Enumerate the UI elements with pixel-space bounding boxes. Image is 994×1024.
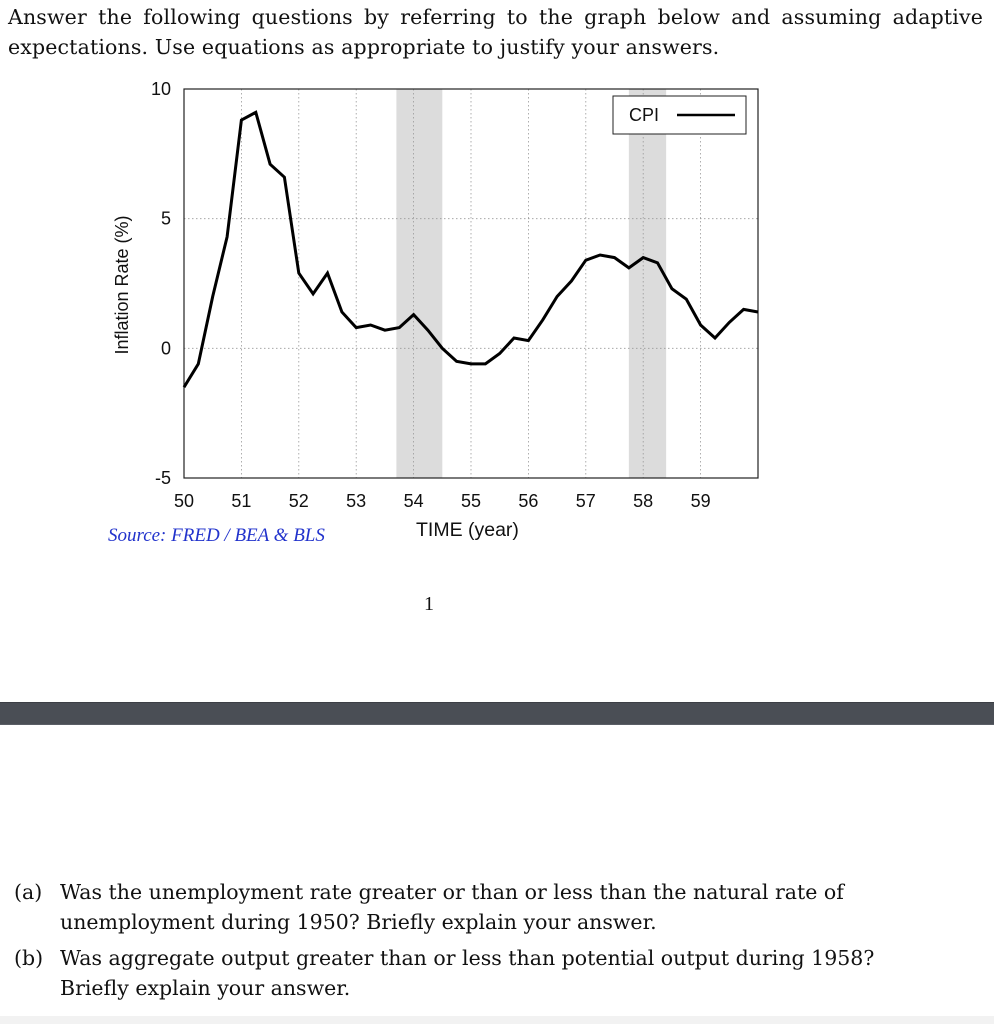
- question-text: Was aggregate output greater than or less than potential output during 1958? Briefly explain your answer.: [60, 946, 875, 1000]
- y-tick-label: 5: [160, 208, 171, 229]
- x-tick-label: 57: [575, 491, 596, 511]
- inflation-chart: [0, 70, 994, 530]
- page-number: 1: [424, 593, 434, 615]
- question-label: (a): [14, 880, 43, 904]
- x-tick-label: 58: [633, 491, 654, 511]
- y-tick-label: 0: [160, 338, 171, 359]
- x-tick-labels: [174, 491, 711, 511]
- question-label: (b): [14, 946, 44, 970]
- x-tick-label: 59: [690, 491, 711, 511]
- bottom-strip: [0, 1016, 994, 1024]
- intro-paragraph: Answer the following questions by referring to the graph below and assuming adaptive expectations. Use equations as appropriate to justify your answers.: [8, 5, 983, 59]
- y-tick-labels: [151, 79, 171, 488]
- chart-gridlines: [184, 89, 758, 478]
- y-tick-label: 10: [150, 79, 171, 99]
- y-axis-title: Inflation Rate (%): [112, 215, 132, 355]
- recession-band: [396, 89, 442, 478]
- plot-frame: [184, 89, 758, 478]
- x-tick-label: 53: [346, 491, 367, 511]
- x-tick-label: 52: [288, 491, 309, 511]
- legend-label-cpi: CPI: [629, 105, 660, 125]
- y-tick-label: -5: [154, 468, 171, 488]
- x-tick-label: 54: [403, 491, 424, 511]
- x-axis-title: TIME (year): [416, 519, 519, 541]
- question-list: [14, 877, 914, 1009]
- page-divider: [0, 702, 994, 725]
- recession-band: [629, 89, 666, 478]
- x-tick-label: 56: [518, 491, 539, 511]
- x-tick-label: 55: [460, 491, 482, 511]
- recession-bands: [396, 89, 666, 478]
- chart-legend: [613, 96, 746, 134]
- question-item: [14, 877, 914, 937]
- question-text: Was the unemployment rate greater or than or less than the natural rate of unemployment during 1950? Briefly explain your answer.: [60, 880, 844, 934]
- x-tick-label: 51: [231, 491, 252, 511]
- question-item: [14, 943, 914, 1003]
- x-tick-label: 50: [173, 491, 195, 511]
- source-citation: Source: FRED / BEA & BLS: [108, 525, 325, 546]
